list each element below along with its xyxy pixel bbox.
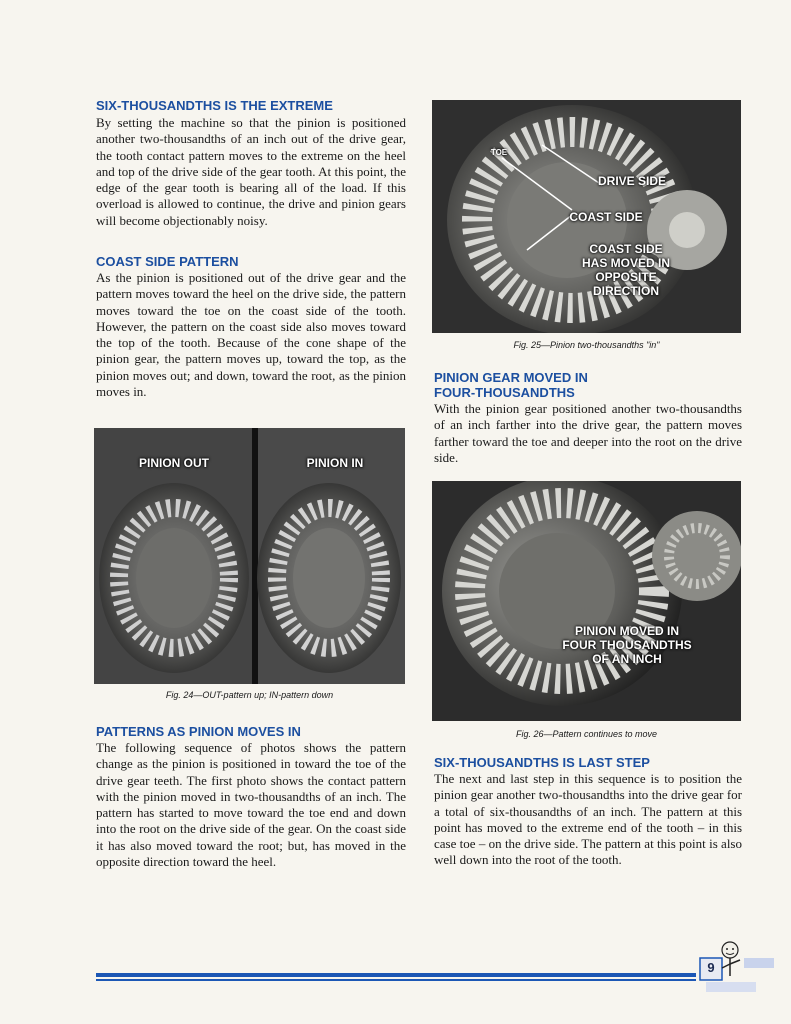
- body-pinion-four-thousandths: With the pinion gear positioned another two-thousandths of an inch farther into the drive gear, the pattern moves farther toward the toe and deeper into the root on the drive side.: [434, 401, 742, 465]
- label-pinion-in: PINION IN: [306, 456, 364, 470]
- heading-six-thousandths-last-step: SIX-THOUSANDTHS IS LAST STEP: [434, 755, 650, 770]
- label-drive-side: DRIVE SIDE: [597, 174, 666, 188]
- body-six-thousandths-last-step: The next and last step in this sequence is to position the pinion gear another two-thousandths into the drive gear for a total of six-thousandths of an inch. The pattern at this point has moved to the extreme end of the tooth – in this case toe – on the drive side. The pattern at this point is also well down into the root of the tooth.: [434, 771, 742, 868]
- page-number: 9: [707, 960, 715, 975]
- gear-photo-four-thousandths: [432, 481, 741, 721]
- label-pinion-moved-four: PINION MOVED IN FOUR THOUSANDTHS OF AN INCH: [562, 624, 692, 666]
- footer-rule: [96, 973, 696, 977]
- caption-figure-25: Fig. 25—Pinion two-thousandths "in": [513, 340, 660, 350]
- heading-line-1: PINION GEAR MOVED IN: [434, 370, 588, 385]
- label-pinion-out: PINION OUT: [138, 456, 209, 470]
- body-patterns-pinion-moves-in: The following sequence of photos shows the pattern change as the pinion is positioned in toward the toe of the drive gear teeth. The first photo shows the contact pattern with the pinion moved in two-thousandths of an inch. The pattern has started to move toward the toe end and down into the root on the drive side of the gear. On the coast side it has also moved toward the root; but, has moved in the opposite direction toward the heel.: [96, 740, 406, 870]
- heading-coast-side-pattern: COAST SIDE PATTERN: [96, 254, 239, 269]
- figure-26-photo: [432, 481, 741, 721]
- caption-figure-24: Fig. 24—OUT-pattern up; IN-pattern down: [165, 690, 334, 700]
- label-coast-side-moved: COAST SIDE HAS MOVED IN OPPOSITE DIRECTION: [581, 242, 670, 298]
- body-six-thousandths-extreme: By setting the machine so that the pinion is positioned another two-thousandths of an inch out of the drive gear, the tooth contact pattern moves to the extreme on the heel and top of the drive side of the gear tooth. At this point, the edge of the gear tooth is bearing all of the load. If this overload is allowed to continue, the drive and pinion gears will become objectionably noisy.: [96, 115, 406, 228]
- heading-line-2: FOUR-THOUSANDTHS: [434, 385, 575, 400]
- footer-mascot-logo: [696, 936, 776, 996]
- figure-25-photo: [432, 100, 741, 333]
- figure-24-photo: [94, 428, 405, 684]
- heading-pinion-four-thousandths: [434, 370, 744, 400]
- footer-rule-thin: [96, 979, 696, 981]
- body-coast-side-pattern: As the pinion is positioned out of the drive gear and the pattern moves toward the heel on the drive side, the pattern moves toward the toe on the coast side of the tooth. However, the pattern on the coast side also moves toward the top of the tooth. Because of the cone shape of the pinion gear, the pattern moves up, toward the top, as the pinion moves out; and down, toward the root, as the pinion moves in.: [96, 270, 406, 400]
- label-toe: TOE: [490, 148, 508, 157]
- heading-patterns-pinion-moves-in: PATTERNS AS PINION MOVES IN: [96, 724, 301, 739]
- label-coast-side: COAST SIDE: [569, 210, 643, 224]
- caption-figure-26: Fig. 26—Pattern continues to move: [515, 729, 658, 739]
- heading-six-thousandths-extreme: SIX-THOUSANDTHS IS THE EXTREME: [96, 98, 333, 113]
